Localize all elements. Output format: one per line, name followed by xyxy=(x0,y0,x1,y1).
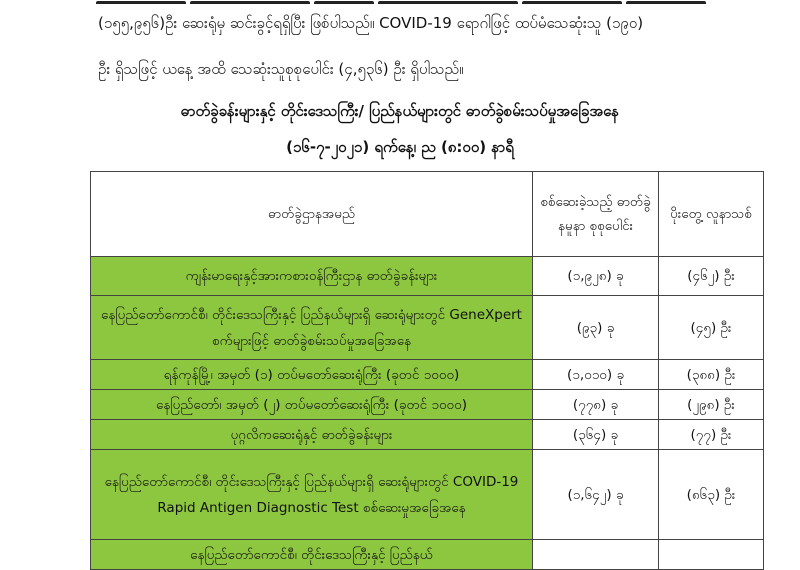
cut-off-text-line xyxy=(96,0,736,4)
positive-cell: (၇၇) ဦး xyxy=(659,420,764,450)
tested-cell: (၇၇၈) ခု xyxy=(533,390,659,420)
header-lab-name: ဓာတ်ခွဲဌာနအမည် xyxy=(91,172,533,257)
table-row xyxy=(91,257,764,296)
table-row xyxy=(91,296,764,360)
table-row xyxy=(91,540,764,570)
positive-cell xyxy=(659,540,764,570)
tested-cell: (၁,၆၄၂) ခု xyxy=(533,450,659,540)
section-title: ဓာတ်ခွဲခန်းများနှင့် တိုင်းဒေသကြီး/ ပြည်နယ်များတွင် ဓာတ်ခွဲစမ်းသပ်မှုအခြေအနေ xyxy=(180,102,620,120)
table-row xyxy=(91,420,764,450)
header-new-positive: ပိုးတွေ့ လူနာသစ် xyxy=(659,172,764,257)
intro-line-1: (၁၅၅,၉၅၆)ဦး ဆေးရုံမှ ဆင်းခွင့်ရရှိပြီး ဖြစ်ပါသည်။ COVID-19 ရောဂါဖြင့် ထပ်မံသေဆုံးသူ (၁၉၀) xyxy=(98,14,644,32)
lab-name-cell: ပုဂ္ဂလိကဆေးရုံနှင့် ဓာတ်ခွဲခန်းများ xyxy=(91,420,533,450)
lab-name-cell: ရန်ကုန်မြို့၊ အမှတ် (၁) တပ်မတော်ဆေးရုံကြီး (ခုတင် ၁၀၀၀) xyxy=(91,360,533,390)
tested-cell xyxy=(533,540,659,570)
table-header-row xyxy=(91,172,764,257)
intro-line-2: ဦး ရှိသဖြင့် ယနေ့ အထိ သေဆုံးသူစုစုပေါင်း (၄,၅၃၆) ဦး ရှိပါသည်။ xyxy=(98,60,464,78)
positive-cell: (၄၅) ဦး xyxy=(659,296,764,360)
positive-cell: (၈၆၃) ဦး xyxy=(659,450,764,540)
tested-cell: (၃၆၄) ခု xyxy=(533,420,659,450)
positive-cell: (၃၈၈) ဦး xyxy=(659,360,764,390)
report-datetime: (၁၆-၇-၂၀၂၁) ရက်နေ့၊ ည (၈:၀၀) နာရီ xyxy=(286,138,514,156)
table-row xyxy=(91,450,764,540)
lab-results-table xyxy=(90,171,764,570)
tested-cell: (၁,၉၂၈) ခု xyxy=(533,257,659,296)
positive-cell: (၄၆၂) ဦး xyxy=(659,257,764,296)
tested-cell: (၉၃) ခု xyxy=(533,296,659,360)
tested-cell: (၁,၀၁၀) ခု xyxy=(533,360,659,390)
table-row xyxy=(91,390,764,420)
lab-name-cell: နေပြည်တော်ကောင်စီ၊ တိုင်းဒေသကြီးနှင့် ပြည်နယ်များရှိ ဆေးရုံများတွင် GeneXpert စက်များဖြင့် ဓာတ်ခွဲစမ်းသပ်မှုအခြေအနေ xyxy=(91,296,533,360)
positive-cell: (၂၉၈) ဦး xyxy=(659,390,764,420)
lab-name-cell: နေပြည်တော်၊ အမှတ် (၂) တပ်မတော်ဆေးရုံကြီး (ခုတင် ၁၀၀၀) xyxy=(91,390,533,420)
lab-name-cell: နေပြည်တော်ကောင်စီ၊ တိုင်းဒေသကြီးနှင့် ပြည်နယ်များရှိ ဆေးရုံများတွင် COVID-19 Rapid Antigen Diagnostic Test စစ်ဆေးမှုအခြေအနေ xyxy=(91,450,533,540)
lab-name-cell: နေပြည်တော်ကောင်စီ၊ တိုင်းဒေသကြီးနှင့် ပြည်နယ် xyxy=(91,540,533,570)
table-row xyxy=(91,360,764,390)
lab-name-cell: ကျန်းမာရေးနှင့်အားကစားဝန်ကြီးဌာန ဓာတ်ခွဲခန်းများ xyxy=(91,257,533,296)
header-tested-total: စစ်ဆေးခဲ့သည့် ဓာတ်ခွဲနမူနာ စုစုပေါင်း xyxy=(533,172,659,257)
